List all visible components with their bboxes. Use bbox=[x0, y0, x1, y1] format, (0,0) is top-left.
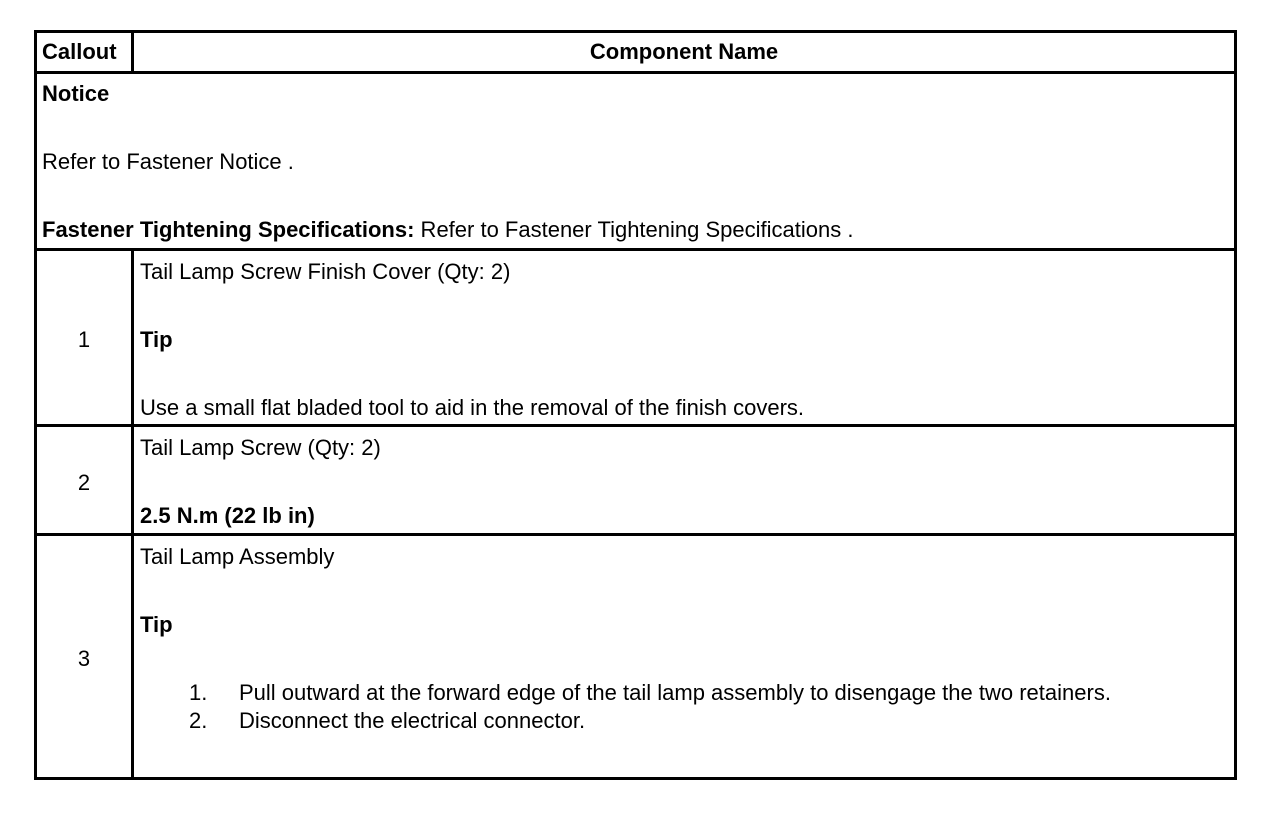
row-callout-1: 1 bbox=[77, 327, 91, 352]
notice-text: Refer to Fastener Notice . bbox=[42, 149, 294, 174]
fastener-spec-label: Fastener Tightening Specifications: bbox=[42, 217, 415, 242]
row-torque-2: 2.5 N.m (22 lb in) bbox=[140, 503, 315, 528]
step-text: Pull outward at the forward edge of the tail lamp assembly to disengage the two retainers. bbox=[239, 680, 1111, 705]
header-component-name: Component Name bbox=[589, 39, 779, 64]
fastener-spec-line bbox=[42, 217, 853, 243]
step-number: 2. bbox=[189, 708, 208, 733]
row-divider bbox=[37, 248, 1234, 251]
row-callout-3: 3 bbox=[77, 646, 91, 671]
fastener-spec-text: Refer to Fastener Tightening Specifications . bbox=[414, 217, 854, 242]
header-callout: Callout bbox=[42, 39, 117, 64]
row-name-1: Tail Lamp Screw Finish Cover (Qty: 2) bbox=[140, 259, 511, 284]
row-tip-label-1: Tip bbox=[140, 327, 173, 352]
row-divider bbox=[37, 533, 1234, 536]
step-number: 1. bbox=[189, 680, 208, 705]
column-divider bbox=[131, 248, 134, 780]
row-divider bbox=[37, 71, 1234, 74]
notice-title: Notice bbox=[42, 81, 110, 106]
row-tip-text-1: Use a small flat bladed tool to aid in the removal of the finish covers. bbox=[140, 395, 805, 420]
step-text: Disconnect the electrical connector. bbox=[239, 708, 586, 733]
row-name-3: Tail Lamp Assembly bbox=[140, 544, 335, 569]
row-tip-label-3: Tip bbox=[140, 612, 173, 637]
row-divider bbox=[37, 424, 1234, 427]
row-name-2: Tail Lamp Screw (Qty: 2) bbox=[140, 435, 381, 460]
row-callout-2: 2 bbox=[77, 470, 91, 495]
component-table bbox=[34, 30, 1237, 780]
